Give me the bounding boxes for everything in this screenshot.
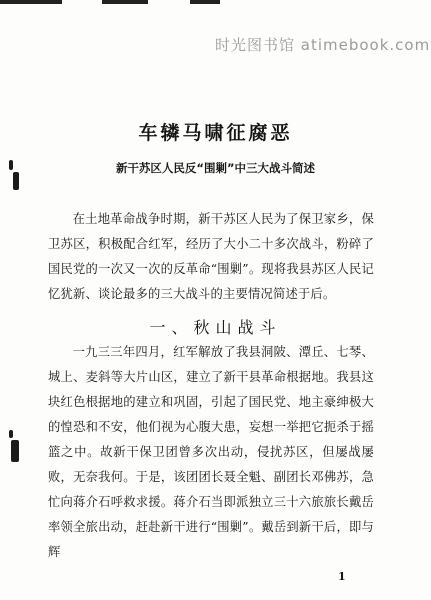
page-title: 车辚马啸征腐恶 xyxy=(138,122,293,144)
watermark: 时光图书馆 atimebook.com xyxy=(215,36,431,54)
scan-mark xyxy=(11,440,19,462)
top-edge-rule-right xyxy=(190,0,220,4)
scan-mark xyxy=(9,160,13,170)
intro-paragraph: 在土地革命战争时期，新干苏区人民为了保卫家乡，保卫苏区，积极配合红军，经历了大小二十多次战斗，粉碎了国民党的一次又一次的反革命“围剿”。现将我县苏区人民记忆犹新、谈论最多的三大战斗的主要情况简述于后。 xyxy=(48,212,374,301)
section-paragraph: 一九三三年四月，红军解放了我县洞陂、潭丘、七琴、城上、麦斜等大片山区，建立了新干县革命根据地。我县这块红色根据地的建立和巩固，引起了国民党、地主豪绅极大的惶恐和不安，他们视为心腹大患，妄想一举把它扼杀于摇篮之中。故新干保卫团曾多次出动，侵扰苏区，但屡战屡败，无奈我何。于是，该团团长聂全魁、副团长邓佛苏，急忙向蒋介石呼救求援。蒋介石当即派独立三十六旅旅长戴岳率领全旅出动，赶赴新干进行“围剿”。戴岳到新干后，即与辉 xyxy=(48,345,374,559)
scan-mark xyxy=(13,172,19,190)
page-subtitle: 新干苏区人民反“围剿”中三大战斗简述 xyxy=(115,161,316,175)
page-number: 1 xyxy=(338,570,346,583)
section-heading: 一、秋山战斗 xyxy=(149,318,282,337)
scan-mark xyxy=(9,430,13,438)
top-edge-rule-left xyxy=(0,0,62,4)
top-edge-rule-center xyxy=(102,0,148,4)
